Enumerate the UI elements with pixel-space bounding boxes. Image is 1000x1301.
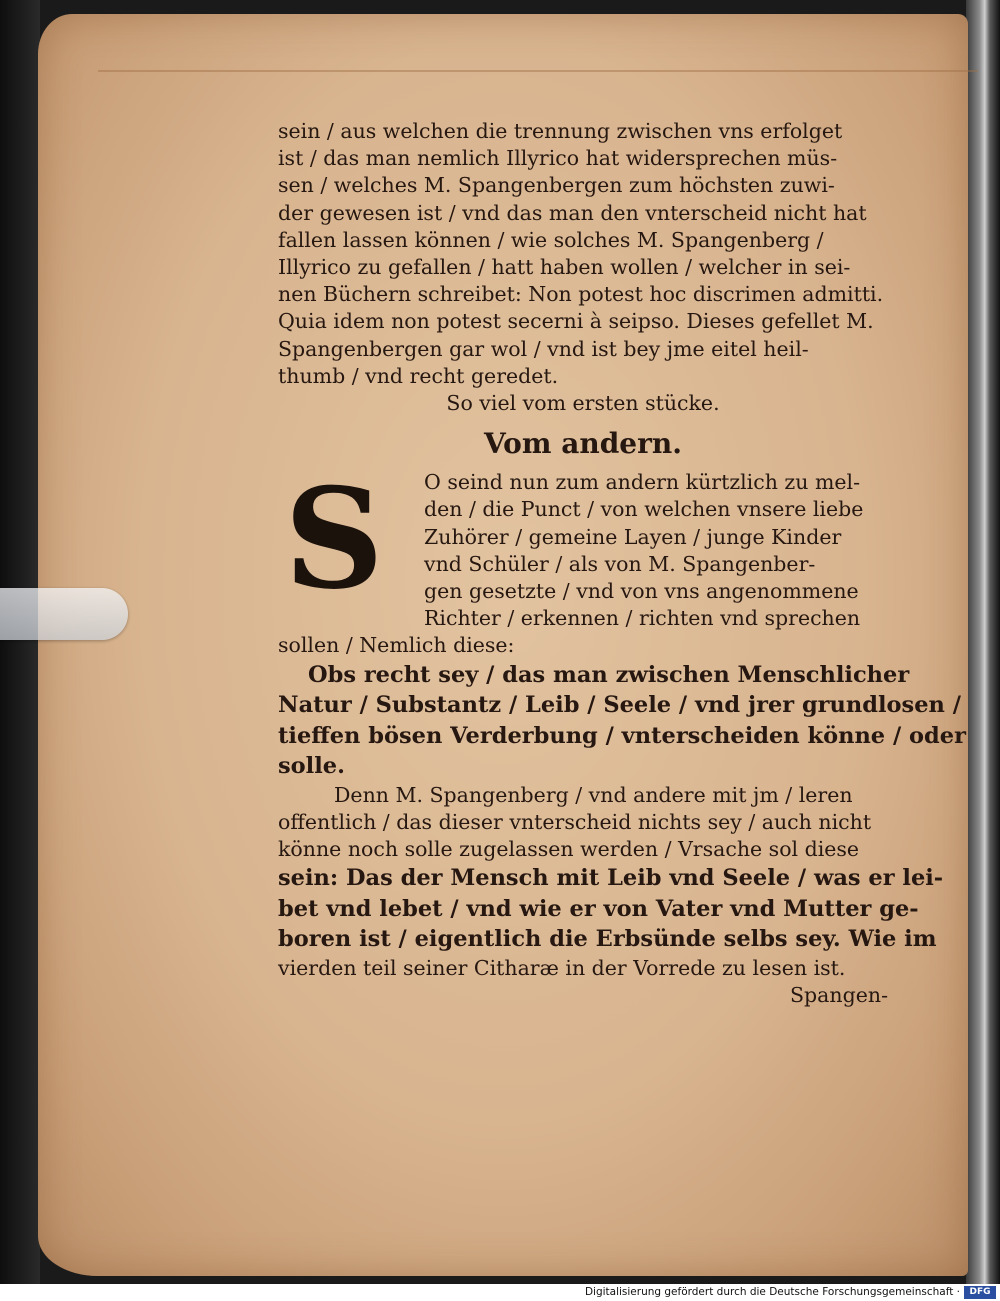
question-line: Natur / Substantz / Leib / Seele / vnd jrer grundlosen / (278, 692, 961, 719)
text-line: den / die Punct / von welchen vnsere liebe (424, 497, 864, 522)
text-line: sein / aus welchen die trennung zwischen vns erfolget (278, 119, 843, 143)
text-line: Denn M. Spangenberg / vnd andere mit jm / leren (334, 782, 853, 807)
text-line: boren ist / eigentlich die Erbsünde selbs sey. Wie im (278, 926, 937, 953)
text-line: gen gesetzte / vnd von vns angenommene (424, 579, 859, 604)
text-line: sollen / Nemlich diese: (278, 633, 515, 658)
section-end-line: So viel vom ersten stücke. (446, 391, 720, 416)
text-line: Richter / erkennen / richten vnd sprechen (424, 606, 861, 631)
decorated-initial (280, 457, 388, 621)
initial-letter: S (284, 457, 384, 621)
question-line: solle. (278, 753, 345, 780)
footer-bar (0, 1284, 1000, 1301)
page-text (278, 118, 966, 1009)
text-line: könne noch solle zugelassen werden / Vrsache sol diese (278, 837, 860, 862)
text-line: offentlich / das dieser vnterscheid nichts sey / auch nicht (278, 809, 872, 834)
question-line: Obs recht sey / das man zwischen Menschlicher (308, 661, 910, 688)
text-line: Spangenbergen gar wol / vnd ist bey jme eitel heil- (278, 336, 809, 361)
text-line: sein: Das der Mensch mit Leib vnd Seele / was er lei- (278, 865, 944, 892)
text-line: thumb / vnd recht geredet. (278, 363, 559, 388)
text-line: Quia idem non potest secerni à seipso. Dieses gefellet M. (278, 309, 874, 334)
text-line: O seind nun zum andern kürtzlich zu mel- (424, 470, 861, 495)
question-line: tieffen bösen Verderbung / vnterscheiden könne / oder (278, 722, 966, 749)
catchword: Spangen- (790, 982, 888, 1007)
text-line: vnd Schüler / als von M. Spangenber- (424, 551, 816, 576)
scan-left-shadow (0, 0, 40, 1284)
initial-paragraph (278, 457, 888, 632)
text-line: Zuhörer / gemeine Layen / junge Kinder (424, 524, 842, 549)
text-line: Illyrico zu gefallen / hatt haben wollen / welcher in sei- (278, 255, 851, 280)
text-line: sen / welches M. Spangenbergen zum höchsten zuwi- (278, 173, 835, 198)
page-edge (98, 32, 978, 72)
text-line: der gewesen ist / vnd das man den vnterscheid nicht hat (278, 200, 867, 225)
text-line: fallen lassen können / wie solches M. Spangenberg / (278, 227, 824, 252)
book-spine (966, 0, 1000, 1284)
dfg-logo: DFG (964, 1286, 996, 1299)
text-line: nen Büchern schreibet: Non potest hoc discrimen admitti. (278, 282, 884, 307)
plastic-page-tab (0, 588, 128, 640)
text-line: vierden teil seiner Citharæ in der Vorrede zu lesen ist. (278, 955, 846, 980)
text-line: ist / das man nemlich Illyrico hat widersprechen müs- (278, 146, 838, 171)
funding-credit: Digitalisierung gefördert durch die Deutsche Forschungsgemeinschaft · (584, 1286, 960, 1298)
section-heading: Vom andern. (484, 427, 682, 461)
text-line: bet vnd lebet / vnd wie er von Vater vnd Mutter ge- (278, 895, 919, 922)
